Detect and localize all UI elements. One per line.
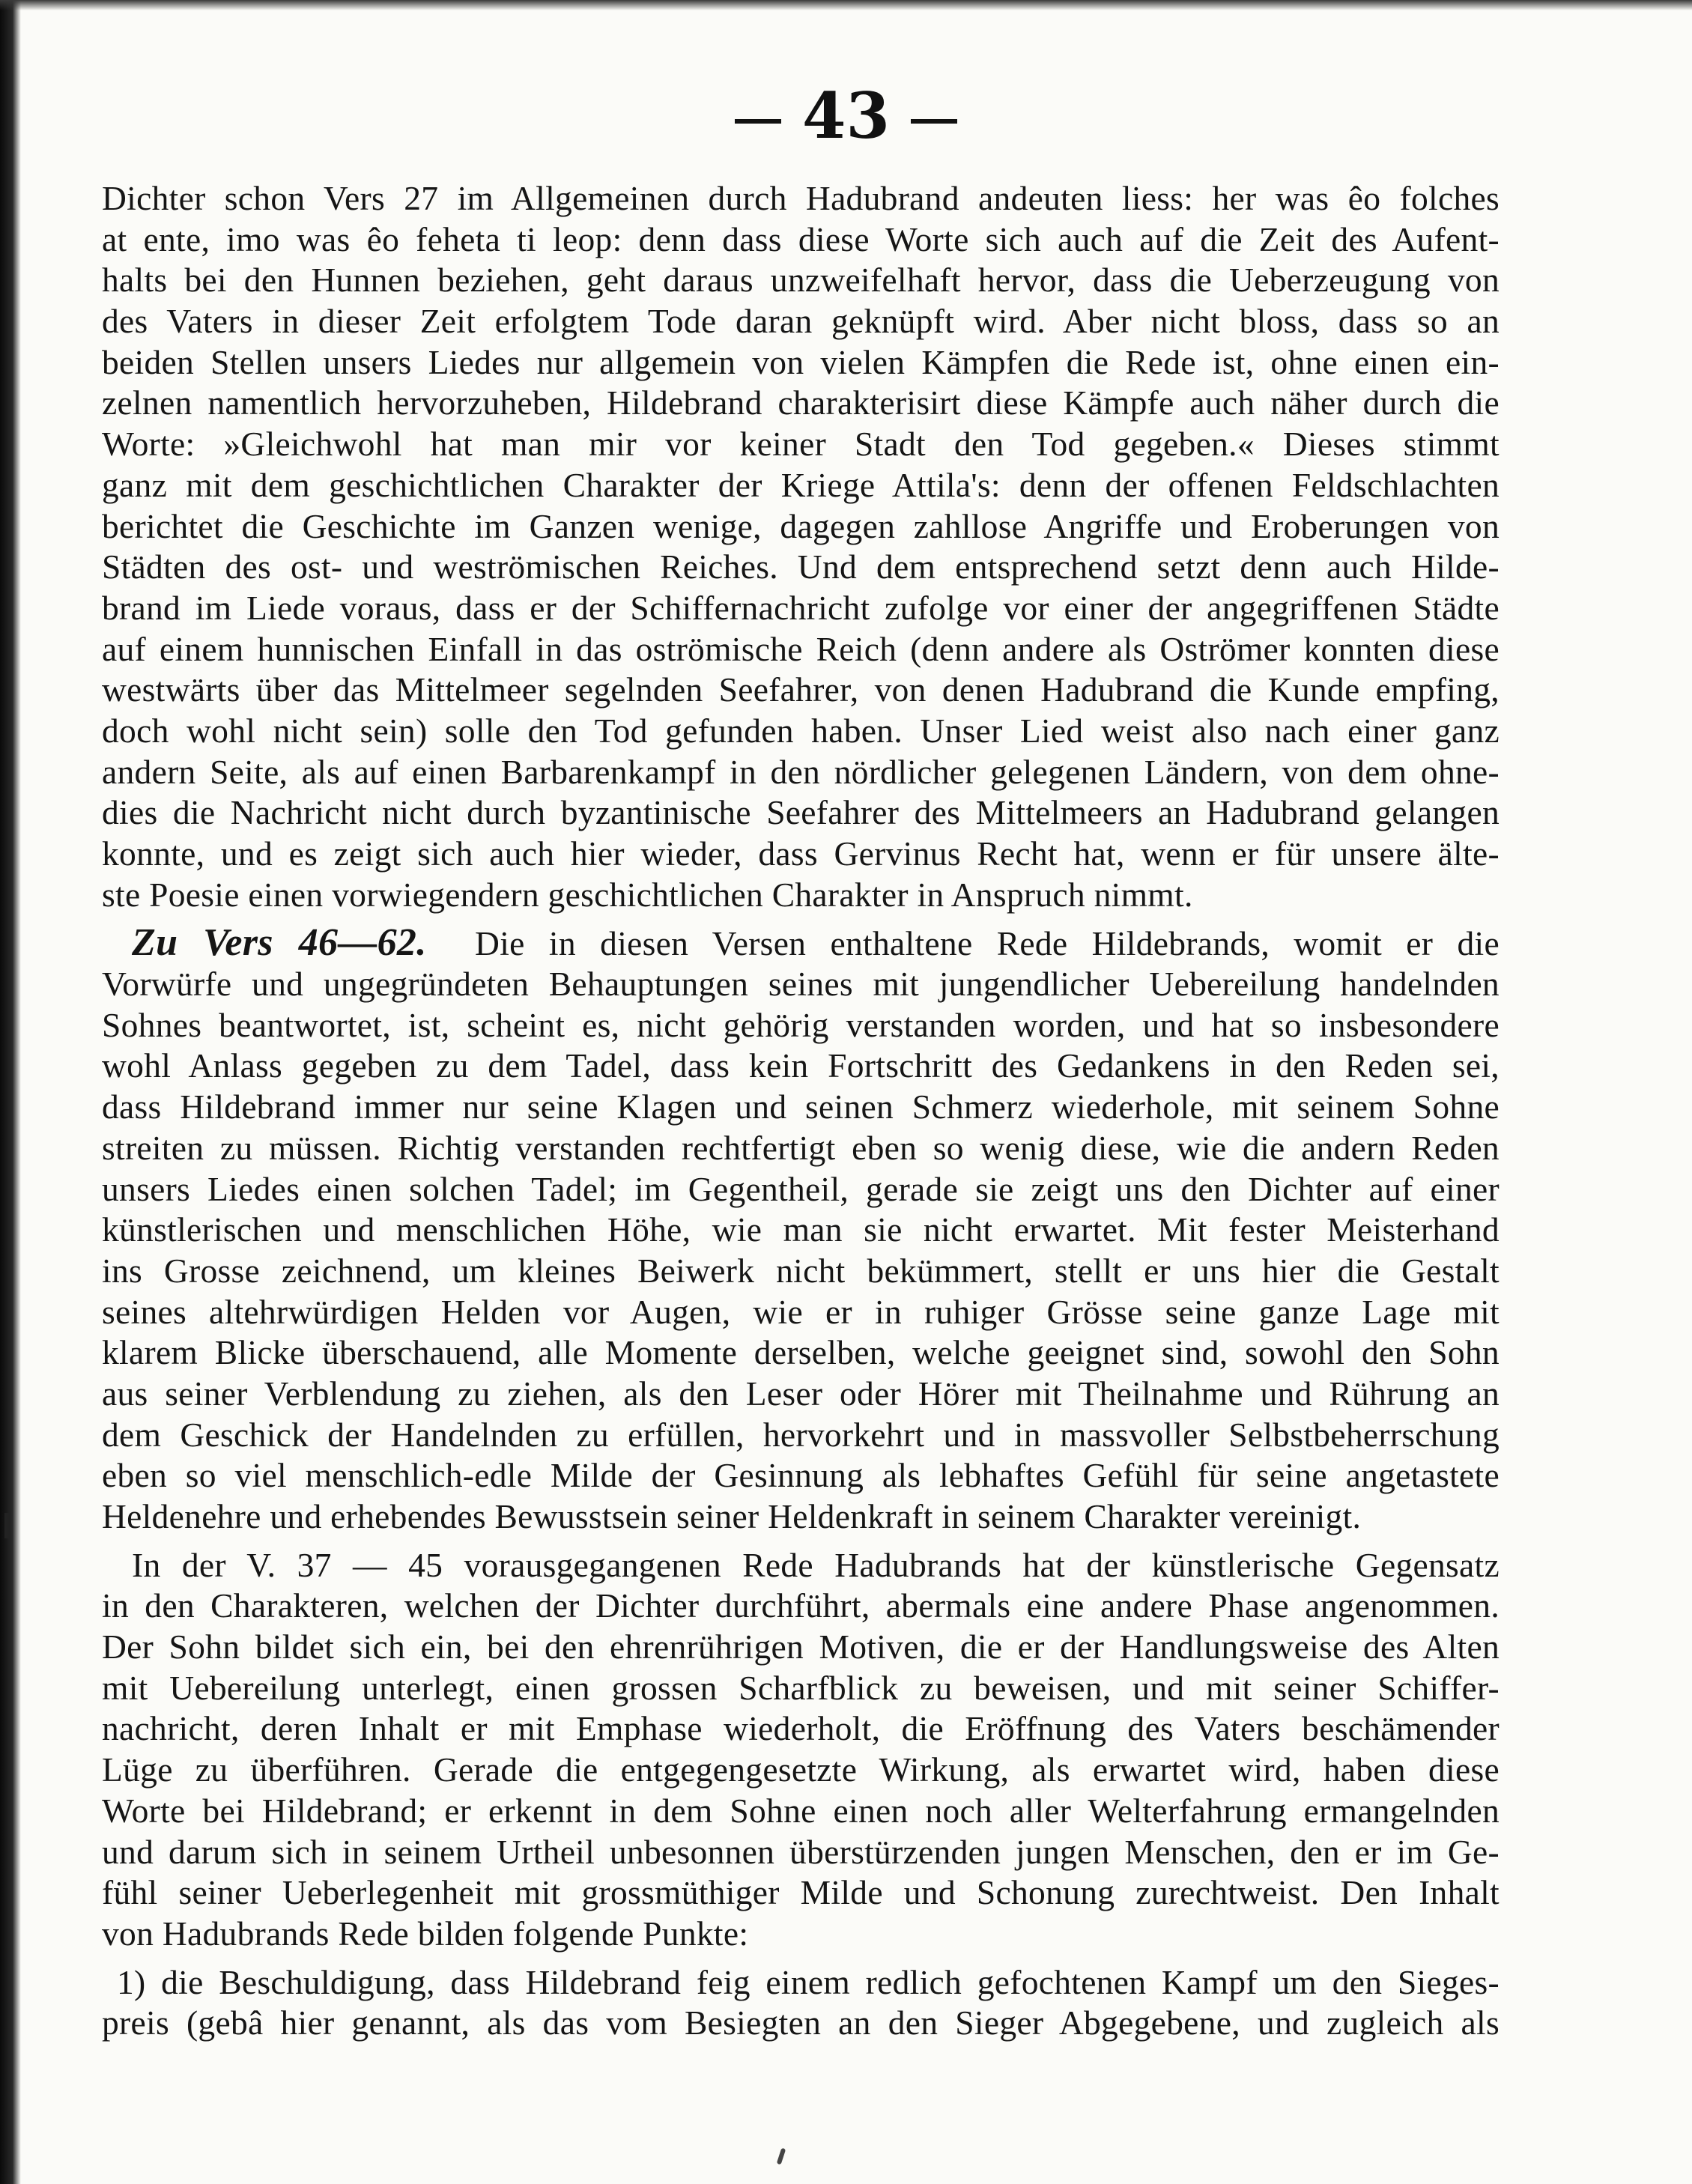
text-line: In der V. 37 — 45 vorausgegangenen Rede Hadubrands hat der künstlerische Gegensatz [132, 1545, 1500, 1584]
text-line: halts bei den Hunnen beziehen, geht daraus unzweifelhaft hervor, dass die Ueberzeugung von [102, 261, 1500, 300]
text-line: künstlerischen und menschlichen Höhe, wie man sie nicht erwartet. Mit fester Meisterhand [102, 1210, 1500, 1249]
text-line: preis (gebâ hier genannt, als das vom Besiegten an den Sieger Abgegebene, und zugleich als [102, 2003, 1500, 2042]
section-lead: Zu Vers 46—62. [132, 921, 427, 965]
text-line: unsers Liedes einen solchen Tadel; im Gegentheil, gerade sie zeigt uns den Dichter auf einer [102, 1169, 1500, 1208]
text-line: mit Uebereilung unterlegt, einen grossen Scharfblick zu beweisen, und mit seiner Schiffer- [102, 1668, 1500, 1707]
ink-smudge [777, 2148, 786, 2165]
text-line: at ente, imo was êo feheta ti leop: denn dass diese Worte sich auch auf die Zeit des Aufent- [102, 219, 1500, 258]
text-line: andern Seite, als auf einen Barbarenkampf in den nördlicher gelegenen Ländern, von dem ohne- [102, 752, 1500, 791]
text-line: streiten zu müssen. Richtig verstanden rechtfertigt eben so wenig diese, wie die andern Reden [102, 1128, 1500, 1167]
page-body [102, 178, 1500, 2044]
text-line: wohl Anlass gegeben zu dem Tadel, dass kein Fortschritt des Gedankens in den Reden sei, [102, 1046, 1500, 1085]
text-line: westwärts über das Mittelmeer segelnden Seefahrer, von denen Hadubrand die Kunde empfing, [102, 670, 1500, 709]
text-line: konnte, und es zeigt sich auch hier wieder, dass Gervinus Recht hat, wenn er für unsere älte- [102, 834, 1500, 873]
page-header [0, 79, 1692, 154]
text-line: klarem Blicke überschauend, alle Momente derselben, welche geeignet sind, sowohl den Sohn [102, 1333, 1500, 1372]
text-line: zelnen namentlich hervorzuheben, Hildebrand charakterisirt diese Kämpfe auch näher durch die [102, 383, 1500, 422]
text-line: nachricht, deren Inhalt er mit Emphase wiederholt, die Eröffnung des Vaters beschämender [102, 1709, 1500, 1748]
text-line: Heldenehre und erhebendes Bewusstsein seiner Heldenkraft in seinem Charakter vereinigt. [102, 1497, 1362, 1535]
paragraph-1 [102, 178, 1500, 915]
text-line: von Hadubrands Rede bilden folgende Punkte: [102, 1914, 749, 1953]
text-line: in den Charakteren, welchen der Dichter durchführt, abermals eine andere Phase angenommen. [102, 1586, 1500, 1625]
text-line: des Vaters in dieser Zeit erfolgtem Tode daran geknüpft wird. Aber nicht bloss, dass so an [102, 302, 1500, 341]
text-line: fühl seiner Ueberlegenheit mit grossmüthiger Milde und Schonung zurechtweist. Den Inhalt [102, 1873, 1500, 1912]
text-line: ganz mit dem geschichtlichen Charakter der Kriege Attila's: denn der offenen Feldschlachten [102, 465, 1500, 504]
header-dash-right [911, 119, 957, 124]
text-line: dem Geschick der Handelnden zu erfüllen, hervorkehrt und in massvoller Selbstbeherrschung [102, 1415, 1500, 1454]
text-line: seines altehrwürdigen Helden vor Augen, wie er in ruhiger Grösse seine ganze Lage mit [102, 1292, 1500, 1331]
text-line: beiden Stellen unsers Liedes nur allgemein von vielen Kämpfen die Rede ist, ohne einen ein- [102, 342, 1500, 381]
text-line: Worte bei Hildebrand; er erkennt in dem Sohne einen noch aller Welterfahrung ermangelnden [102, 1791, 1500, 1830]
text-line: auf einem hunnischen Einfall in das oströmische Reich (denn andere als Oströmer konnten diese [102, 629, 1500, 668]
text-line: Worte: »Gleichwohl hat man mir vor keiner Stadt den Tod gegeben.« Dieses stimmt [102, 425, 1500, 464]
text-line: Dichter schon Vers 27 im Allgemeinen durch Hadubrand andeuten liess: her was êo folches [102, 179, 1500, 217]
text-line: Die in diesen Versen enthaltene Rede Hildebrands, womit er die [475, 924, 1500, 963]
text-line: Lüge zu überführen. Gerade die entgegengesetzte Wirkung, als erwartet wird, haben diese [102, 1750, 1500, 1789]
text-line: eben so viel menschlich-edle Milde der Gesinnung als lebhaftes Gefühl für seine angetastete [102, 1456, 1500, 1495]
text-line-with-lead [102, 923, 1500, 964]
text-line: Städten des ost- und weströmischen Reiches. Und dem entsprechend setzt denn auch Hilde- [102, 547, 1500, 586]
paragraph-4 [102, 1962, 1500, 2044]
text-line: Sohnes beantwortet, ist, scheint es, nicht gehörig verstanden worden, und hat so insbesondere [102, 1005, 1500, 1044]
header-dash-left [735, 119, 781, 124]
paragraph-2 [102, 923, 1500, 1537]
text-line: aus seiner Verblendung zu ziehen, als den Leser oder Hörer mit Theilnahme und Rührung an [102, 1374, 1500, 1413]
text-line: dass Hildebrand immer nur seine Klagen und seinen Schmerz wiederhole, mit seinem Sohne [102, 1088, 1500, 1126]
page-number: 43 [802, 79, 890, 153]
text-line: 1) die Beschuldigung, dass Hildebrand feig einem redlich gefochtenen Kampf um den Sieges- [117, 1962, 1500, 2001]
text-line: ste Poesie einen vorwiegendern geschichtlichen Charakter in Anspruch nimmt. [102, 875, 1193, 914]
text-line: brand im Liede voraus, dass er der Schiffernachricht zufolge vor einer der angegriffenen Städte [102, 588, 1500, 627]
binding-shadow [0, 0, 21, 2184]
top-edge-shadow [0, 0, 1692, 10]
text-line: Vorwürfe und ungegründeten Behauptungen seines mit jungendlicher Uebereilung handelnden [102, 965, 1500, 1004]
text-line: berichtet die Geschichte im Ganzen wenige, dagegen zahllose Angriffe und Eroberungen von [102, 506, 1500, 545]
text-line: Der Sohn bildet sich ein, bei den ehrenrührigen Motiven, die er der Handlungsweise des Alten [102, 1628, 1500, 1666]
margin-mark [4, 1513, 9, 1538]
text-line: und darum sich in seinem Urtheil unbesonnen überstürzenden jungen Menschen, den er im Ge- [102, 1832, 1500, 1871]
text-line: ins Grosse zeichnend, um kleines Beiwerk nicht bekümmert, stellt er uns hier die Gestalt [102, 1251, 1500, 1290]
paragraph-3 [102, 1545, 1500, 1955]
text-line: doch wohl nicht sein) solle den Tod gefunden haben. Unser Lied weist also nach einer ganz [102, 711, 1500, 750]
text-line: dies die Nachricht nicht durch byzantinische Seefahrer des Mittelmeers an Hadubrand gelangen [102, 793, 1500, 832]
